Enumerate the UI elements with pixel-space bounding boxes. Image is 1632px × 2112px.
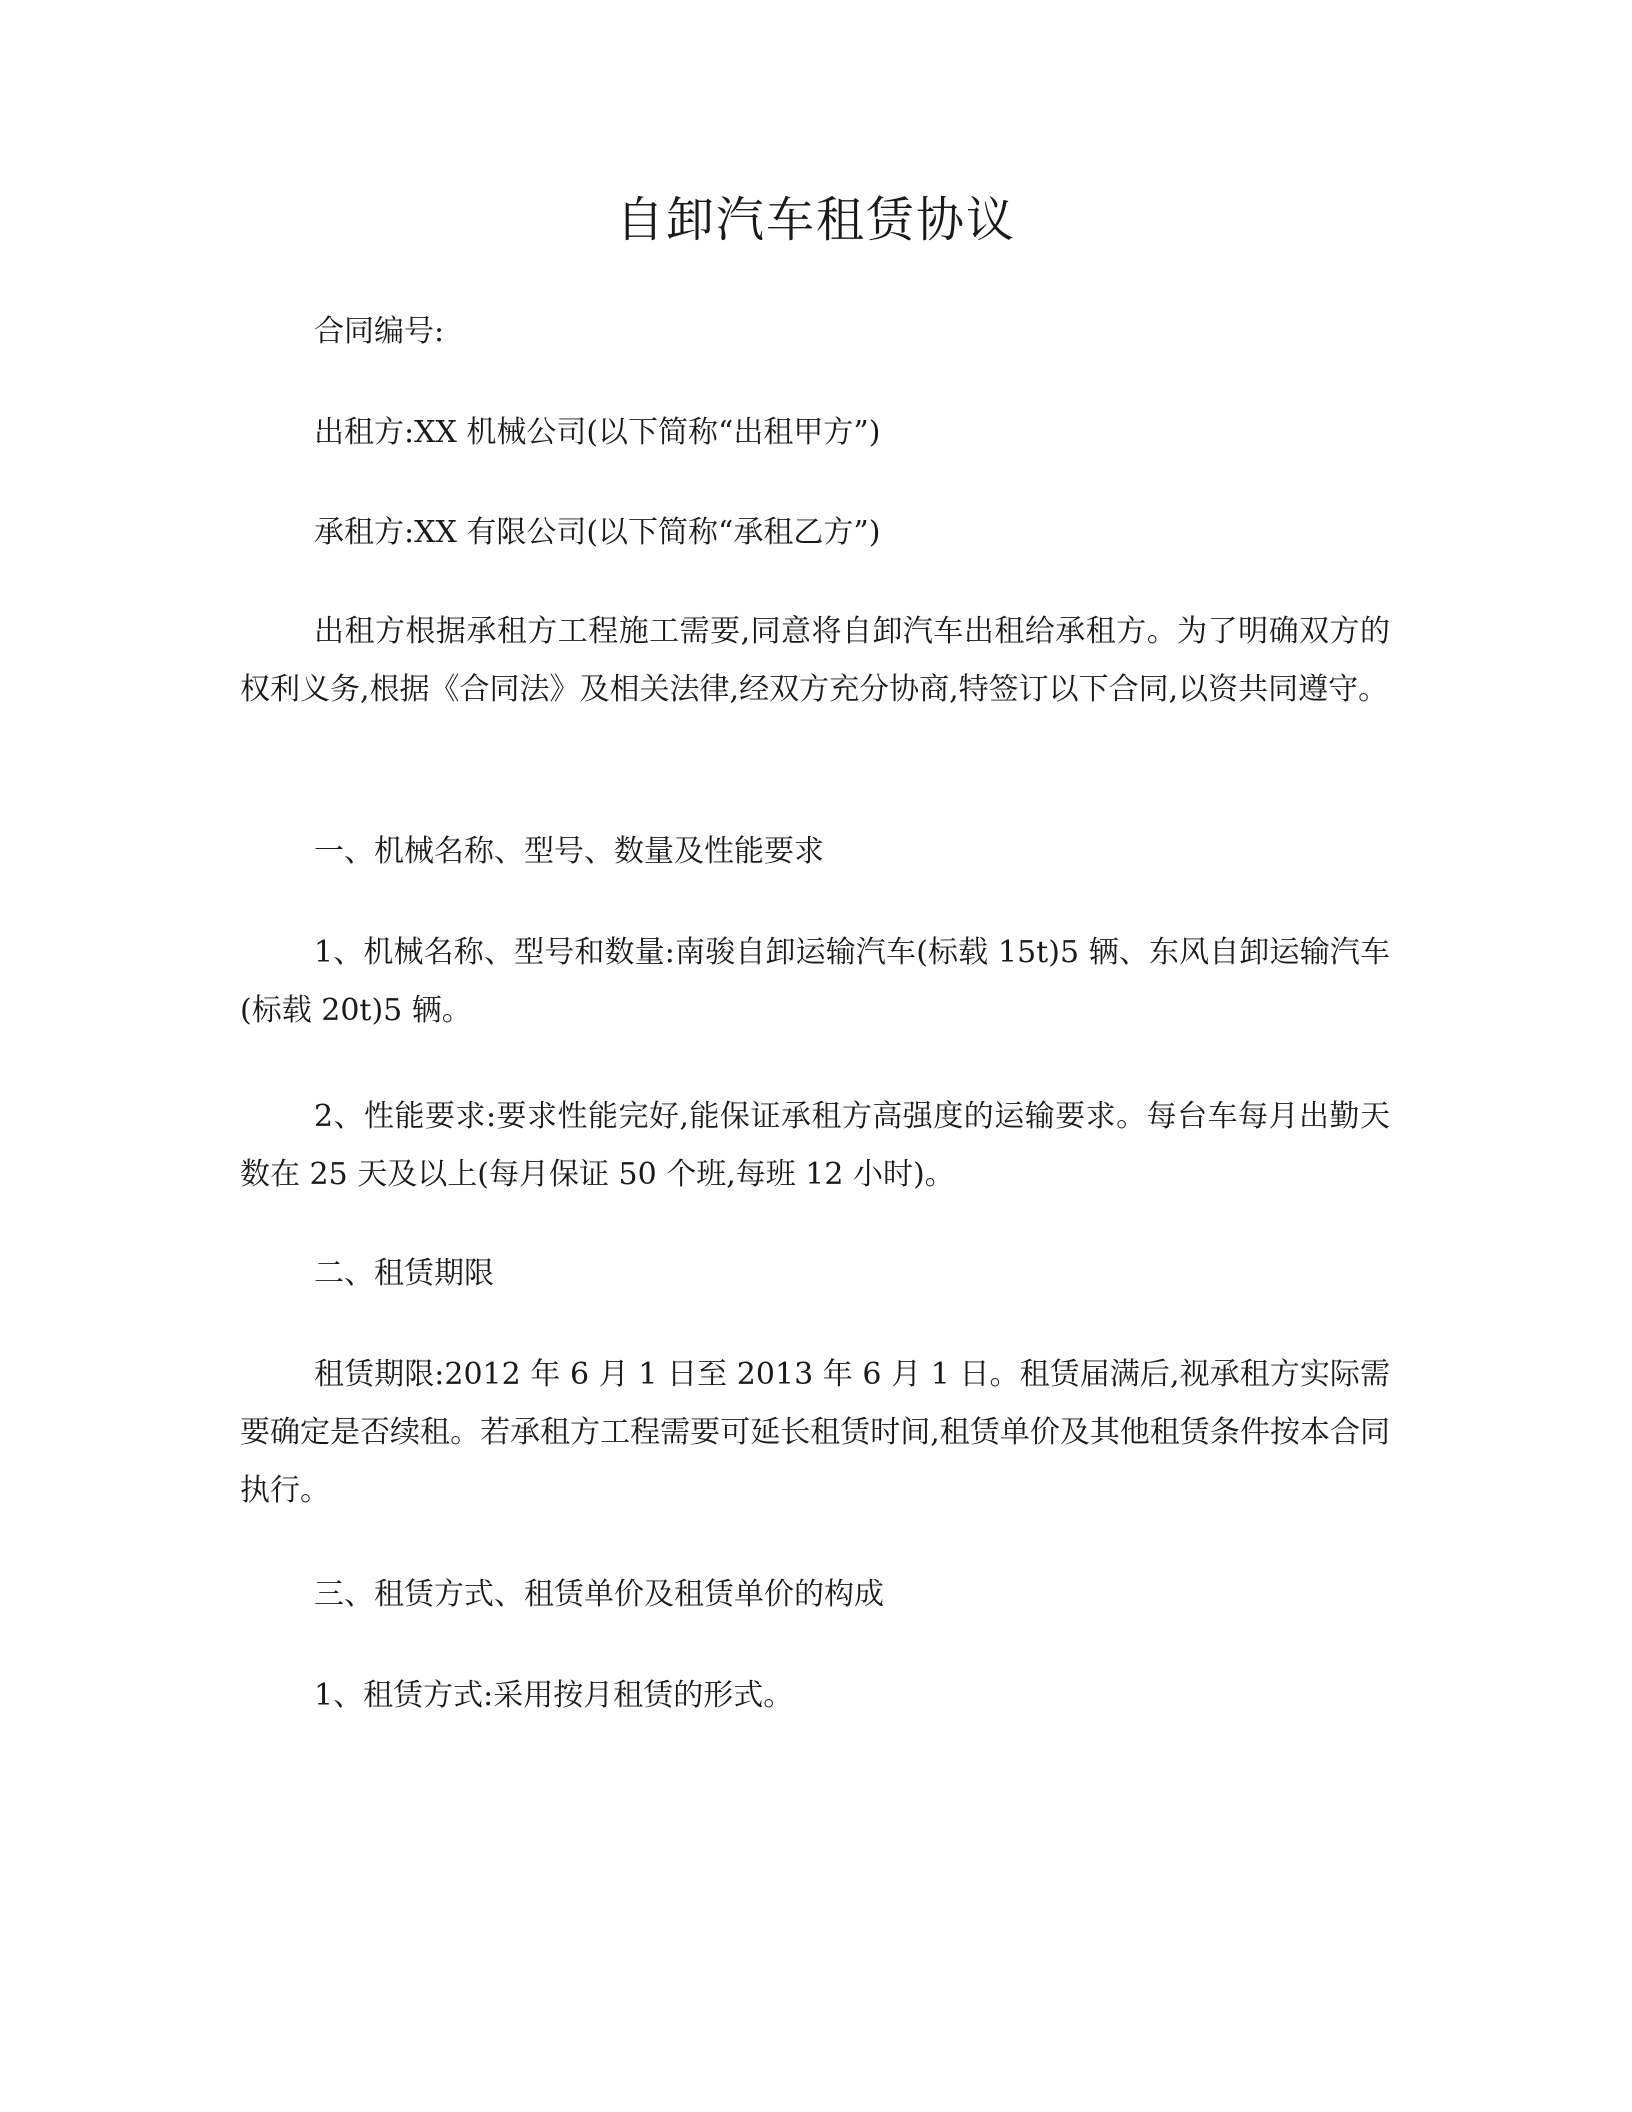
intro-paragraph: 出租方根据承租方工程施工需要,同意将自卸汽车出租给承租方。为了明确双方的权利义务,根据《合同法》及相关法律,经双方充分协商,特签订以下合同,以资共同遵守。 — [240, 614, 1390, 707]
section-3-item-1: 1、租赁方式:采用按月租赁的形式。 — [314, 1678, 794, 1713]
lessor-line: 出租方:XX 机械公司(以下简称“出租甲方”) — [314, 415, 881, 450]
section-1-item-2: 2、性能要求:要求性能完好,能保证承租方高强度的运输要求。每台车每月出勤天数在 25 天及以上(每月保证 50 个班,每班 12 小时)。 — [240, 1099, 1390, 1192]
section-2-body: 租赁期限:2012 年 6 月 1 日至 2013 年 6 月 1 日。租赁届满后,视承租方实际需要确定是否续租。若承租方工程需要可延长租赁时间,租赁单价及其他租赁条件按本合同执行。 — [240, 1357, 1390, 1508]
section-1-item-1: 1、机械名称、型号和数量:南骏自卸运输汽车(标载 15t)5 辆、东风自卸运输汽车(标载 20t)5 辆。 — [240, 935, 1390, 1028]
contract-number-label: 合同编号: — [314, 314, 445, 349]
lessee-line: 承租方:XX 有限公司(以下简称“承租乙方”) — [314, 515, 881, 550]
section-1-heading: 一、机械名称、型号、数量及性能要求 — [314, 834, 824, 869]
section-3-heading: 三、租赁方式、租赁单价及租赁单价的构成 — [314, 1577, 884, 1612]
section-2-heading: 二、租赁期限 — [314, 1256, 494, 1291]
document-title: 自卸汽车租赁协议 — [615, 192, 1016, 248]
